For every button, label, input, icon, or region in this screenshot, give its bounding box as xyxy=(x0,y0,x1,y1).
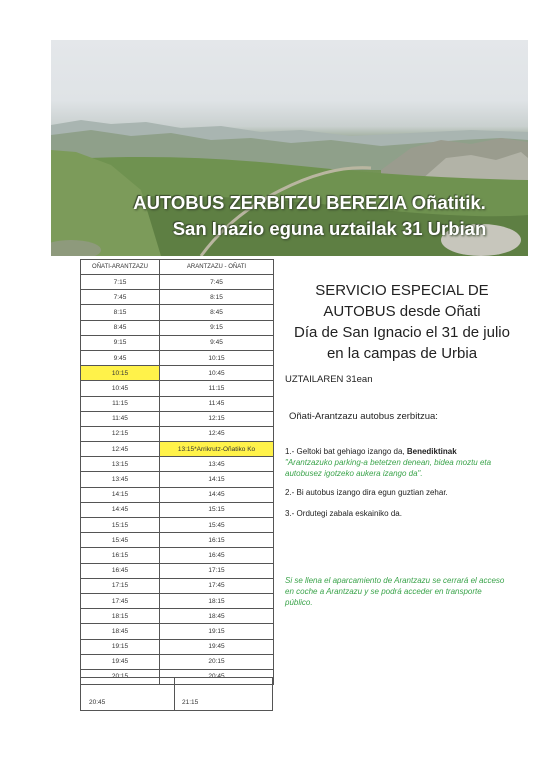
departure-onati-cell: 12:15 xyxy=(81,426,160,441)
departure-arantzazu-cell: 12:15 xyxy=(160,411,274,426)
departure-arantzazu-cell: 18:15 xyxy=(160,593,274,608)
spanish-title-line1: SERVICIO ESPECIAL DE xyxy=(315,282,489,299)
item-1-text: 1.- Geltoki bat gehiago izango da, xyxy=(285,447,407,456)
departure-onati-cell: 9:45 xyxy=(81,350,160,365)
table-row xyxy=(81,654,274,669)
departure-arantzazu-cell: 13:15*Arrikrutz-Oñatiko Ko xyxy=(160,442,274,457)
item-3: 3.- Ordutegi zabala eskainiko da. xyxy=(285,509,402,518)
item-1 xyxy=(285,446,520,479)
table-row xyxy=(81,350,274,365)
schedule-body xyxy=(81,275,274,685)
departure-arantzazu-cell: 19:45 xyxy=(160,639,274,654)
departure-arantzazu-cell: 14:15 xyxy=(160,472,274,487)
header-onati-arantzazu: OÑATI-ARANTZAZU xyxy=(81,260,160,275)
last-departure-onati: 20:45 xyxy=(89,699,106,706)
item-2: 2.- Bi autobus izango dira egun guztian zehar. xyxy=(285,488,448,497)
departure-arantzazu-cell: 9:15 xyxy=(160,320,274,335)
table-row xyxy=(81,639,274,654)
departure-onati-cell: 14:45 xyxy=(81,502,160,517)
table-row xyxy=(81,624,274,639)
hero-subtitle-basque: San Inazio eguna uztailak 31 Urbian xyxy=(172,218,487,239)
departure-onati-cell: 18:15 xyxy=(81,609,160,624)
spanish-title-line4: en la campas de Urbia xyxy=(326,345,478,362)
service-line: Oñati-Arantzazu autobus zerbitzua: xyxy=(289,411,438,422)
hero-title-basque: AUTOBUS ZERBITZU BEREZIA Oñatitik. xyxy=(133,192,486,213)
departure-arantzazu-cell: 12:45 xyxy=(160,426,274,441)
departure-onati-cell: 13:15 xyxy=(81,457,160,472)
hero-landscape-image xyxy=(51,40,528,256)
departure-arantzazu-cell: 15:15 xyxy=(160,502,274,517)
item-1-note: "Arantzazuko parking-a betetzen denean, bidea moztu eta autobusez igotzeko aukera izango da". xyxy=(285,458,492,478)
departure-arantzazu-cell: 20:45 xyxy=(160,669,274,684)
departure-onati-cell: 10:45 xyxy=(81,381,160,396)
item-1-bold: Benediktinak xyxy=(406,447,457,456)
departure-arantzazu-cell: 15:45 xyxy=(160,518,274,533)
departure-onati-cell: 11:15 xyxy=(81,396,160,411)
departure-arantzazu-cell: 9:45 xyxy=(160,335,274,350)
departure-onati-cell: 12:45 xyxy=(81,442,160,457)
departure-arantzazu-cell: 10:15 xyxy=(160,350,274,365)
header-arantzazu-onati: ARANTZAZU - OÑATI xyxy=(160,260,274,275)
table-row xyxy=(81,457,274,472)
departure-arantzazu-cell: 17:15 xyxy=(160,563,274,578)
table-row xyxy=(81,578,274,593)
table-row xyxy=(81,381,274,396)
table-row xyxy=(81,533,274,548)
table-row xyxy=(81,396,274,411)
table-row xyxy=(81,335,274,350)
table-row xyxy=(81,502,274,517)
spanish-note: Si se llena el aparcamiento de Arantzazu se cerrará el acceso en coche a Arantzazu y se podrá acceder en transporte público. xyxy=(285,576,505,607)
table-last-row xyxy=(80,677,273,711)
spanish-title-line2: AUTOBUS desde Oñati xyxy=(323,303,481,320)
last-departure-arantzazu: 21:15 xyxy=(182,699,199,706)
departure-arantzazu-cell: 10:45 xyxy=(160,366,274,381)
table-row xyxy=(81,411,274,426)
spanish-title-line3: Día de San Ignacio el 31 de julio xyxy=(294,324,510,341)
table-row xyxy=(81,442,274,457)
departure-onati-cell: 8:45 xyxy=(81,320,160,335)
departure-onati-cell: 13:45 xyxy=(81,472,160,487)
departure-arantzazu-cell: 17:45 xyxy=(160,578,274,593)
departure-arantzazu-cell: 13:45 xyxy=(160,457,274,472)
departure-arantzazu-cell: 7:45 xyxy=(160,275,274,290)
bus-schedule-table xyxy=(80,259,274,685)
departure-onati-cell: 9:15 xyxy=(81,335,160,350)
table-row xyxy=(81,320,274,335)
departure-onati-cell: 20:15 xyxy=(81,669,160,684)
departure-onati-cell: 11:45 xyxy=(81,411,160,426)
departure-arantzazu-cell: 16:45 xyxy=(160,548,274,563)
table-row xyxy=(81,518,274,533)
spanish-title xyxy=(282,280,522,364)
departure-onati-cell: 17:45 xyxy=(81,593,160,608)
table-row xyxy=(81,426,274,441)
departure-arantzazu-cell: 11:45 xyxy=(160,396,274,411)
departure-arantzazu-cell: 11:15 xyxy=(160,381,274,396)
table-row xyxy=(81,275,274,290)
departure-onati-cell: 17:15 xyxy=(81,578,160,593)
table-row xyxy=(81,593,274,608)
departure-onati-cell: 19:15 xyxy=(81,639,160,654)
table-row xyxy=(81,472,274,487)
table-header-row xyxy=(81,260,274,275)
departure-arantzazu-cell: 19:15 xyxy=(160,624,274,639)
departure-onati-cell: 14:15 xyxy=(81,487,160,502)
departure-onati-cell: 15:15 xyxy=(81,518,160,533)
departure-onati-cell: 8:15 xyxy=(81,305,160,320)
departure-onati-cell: 18:45 xyxy=(81,624,160,639)
departure-onati-cell: 10:15 xyxy=(81,366,160,381)
table-row xyxy=(81,563,274,578)
departure-onati-cell: 7:45 xyxy=(81,290,160,305)
table-row xyxy=(81,548,274,563)
departure-onati-cell: 16:15 xyxy=(81,548,160,563)
table-row xyxy=(81,366,274,381)
departure-arantzazu-cell: 18:45 xyxy=(160,609,274,624)
departure-arantzazu-cell: 8:45 xyxy=(160,305,274,320)
date-line: UZTAILAREN 31ean xyxy=(285,374,373,385)
departure-onati-cell: 7:15 xyxy=(81,275,160,290)
departure-arantzazu-cell: 8:15 xyxy=(160,290,274,305)
table-row xyxy=(81,609,274,624)
departure-arantzazu-cell: 16:15 xyxy=(160,533,274,548)
departure-onati-cell: 16:45 xyxy=(81,563,160,578)
table-row xyxy=(81,290,274,305)
departure-onati-cell: 19:45 xyxy=(81,654,160,669)
departure-onati-cell: 15:45 xyxy=(81,533,160,548)
departure-arantzazu-cell: 14:45 xyxy=(160,487,274,502)
table-row xyxy=(81,305,274,320)
departure-arantzazu-cell: 20:15 xyxy=(160,654,274,669)
table-row xyxy=(81,487,274,502)
column-divider xyxy=(174,678,175,710)
